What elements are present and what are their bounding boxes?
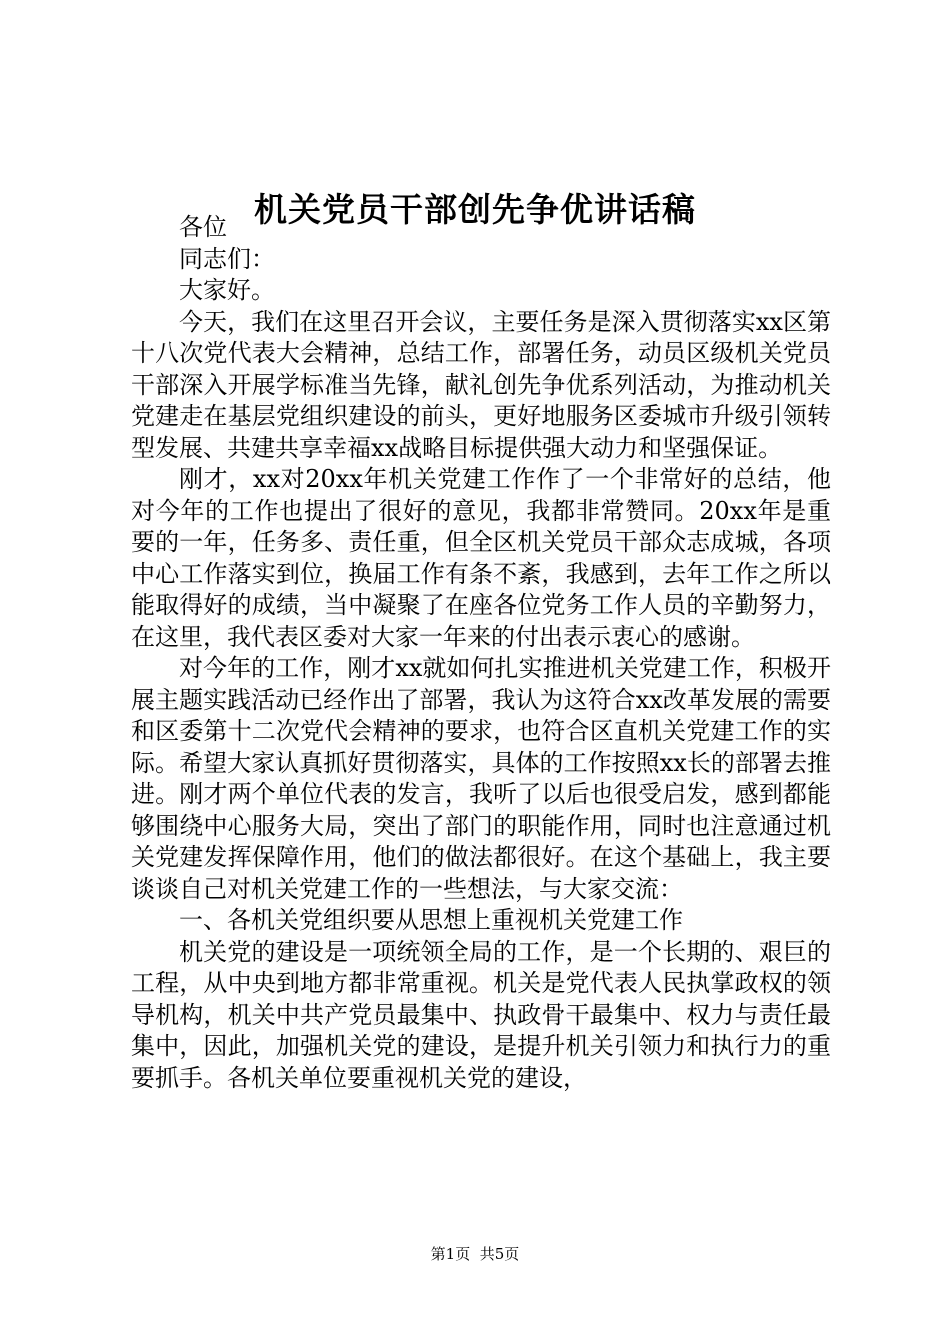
body-paragraph: 刚才，xx对20xx年机关党建工作作了一个非常好的总结，他对今年的工作也提出了很好的意见，我都非常赞同。20xx年是重要的一年，任务多、责任重，但全区机关党员干部众志成城，各项中心工作落实到位，换届工作有条不紊，我感到，去年工作之所以能取得好的成绩，当中凝聚了在座各位党务工作人员的辛勤努力，在这里，我代表区委对大家一年来的付出表示衷心的感谢。 <box>131 465 831 651</box>
body-paragraph: 机关党的建设是一项统领全局的工作，是一个长期的、艰巨的工程，从中央到地方都非常重视。机关是党代表人民执掌政权的领导机构，机关中共产党员最集中、执政骨干最集中、权力与责任最集中，因此，加强机关党的建设，是提升机关引领力和执行力的重要抓手。各机关单位要重视机关党的建设， <box>131 937 831 1092</box>
page-total: 共5页 <box>479 1245 520 1263</box>
body-paragraph: 对今年的工作，刚才xx就如何扎实推进机关党建工作，积极开展主题实践活动已经作出了部署，我认为这符合xx改革发展的需要和区委第十二次党代会精神的要求，也符合区直机关党建工作的实际。希望大家认真抓好贯彻落实，具体的工作按照xx长的部署去推进。刚才两个单位代表的发言，我听了以后也很受启发，感到都能够围绕中心服务大局，突出了部门的职能作用，同时也注意通过机关党建发挥保障作用，他们的做法都很好。在这个基础上，我主要谈谈自己对机关党建工作的一些想法，与大家交流： <box>131 654 831 903</box>
section-heading: 一、各机关党组织要从思想上重视机关党建工作 <box>179 906 683 934</box>
document-body <box>131 212 831 1094</box>
body-paragraph: 今天，我们在这里召开会议，主要任务是深入贯彻落实xx区第十八次党代表大会精神，总结工作，部署任务，动员区级机关党员干部深入开展学标准当先锋，献礼创先争优系列活动，为推动机关党建走在基层党组织建设的前头，更好地服务区委城市升级引领转型发展、共建共享幸福xx战略目标提供强大动力和坚强保证。 <box>131 307 831 462</box>
salutation-line: 各位 <box>179 213 227 241</box>
salutation-line: 同志们： <box>179 244 275 273</box>
greeting-line: 大家好。 <box>179 276 275 304</box>
document-title: 机关党员干部创先争优讲话稿 <box>254 190 696 229</box>
page-number: 第1页 <box>430 1245 471 1263</box>
page-footer <box>0 1244 950 1264</box>
